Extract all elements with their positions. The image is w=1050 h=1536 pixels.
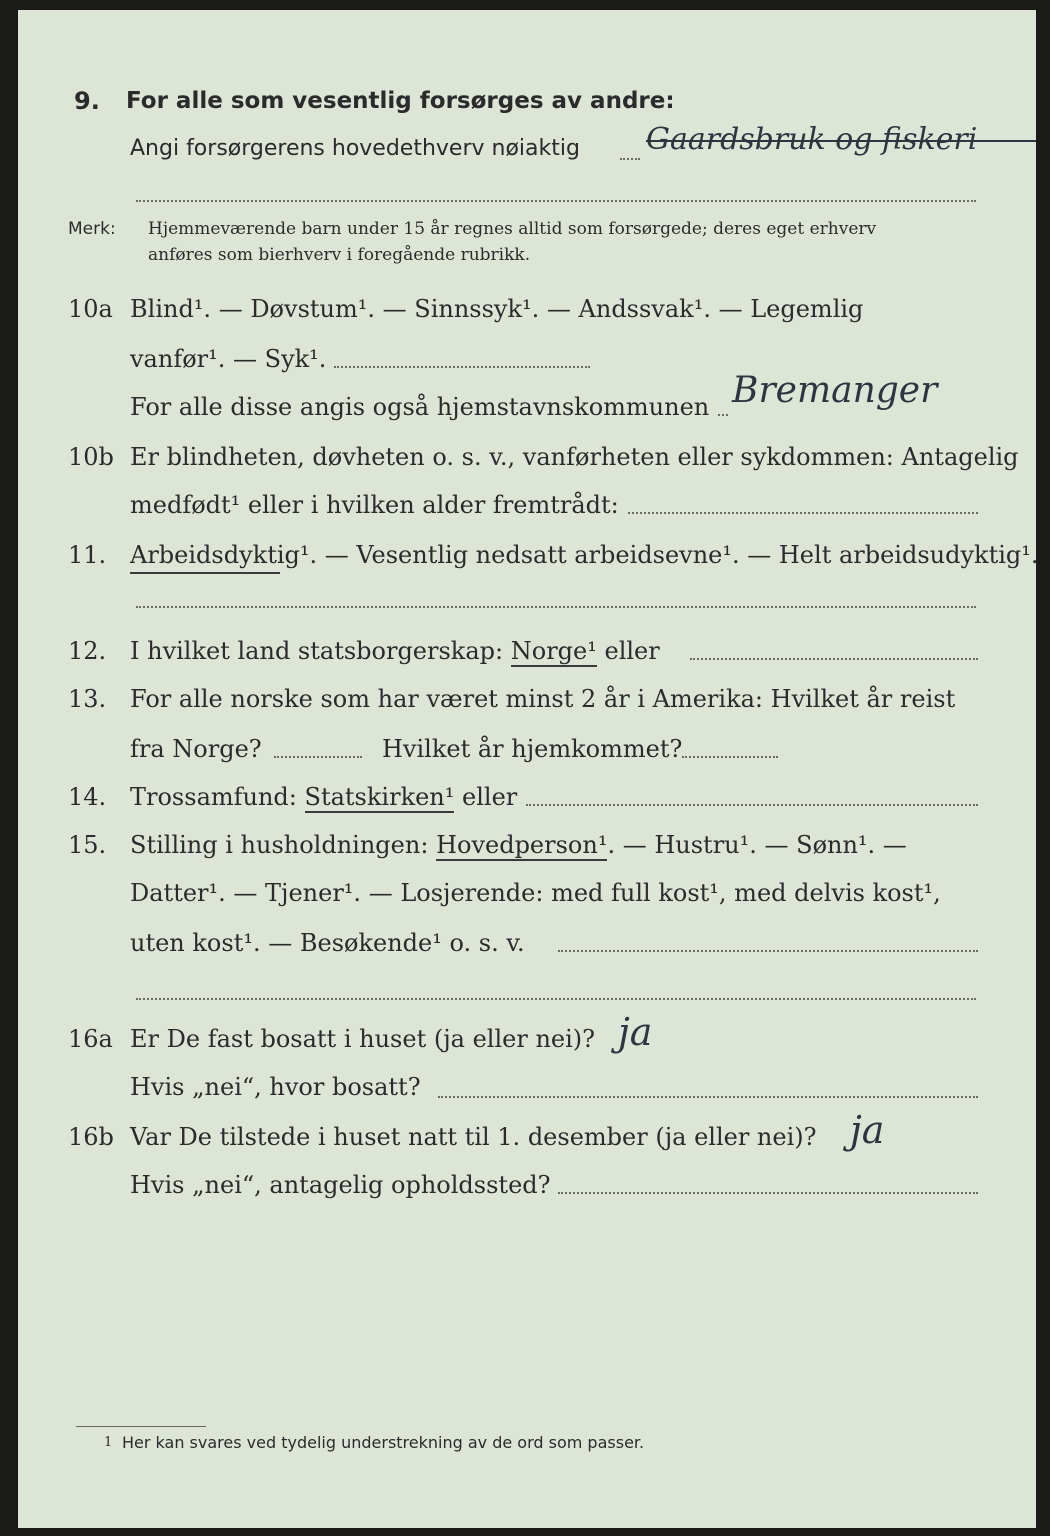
q16a-line-2: Hvis „nei“, hvor bosatt? [130, 1073, 421, 1101]
q9-number: 9. [74, 87, 100, 115]
merk-line-1: Hjemmeværende barn under 15 år regnes alltid som forsørgede; deres eget erhverv [148, 219, 877, 239]
q15-extra-dots [136, 998, 976, 1000]
q9-heading: For alle som vesentlig forsørges av andre: [126, 88, 675, 114]
q14-number: 14. [68, 783, 107, 811]
q13-line-1: For alle norske som har været minst 2 år i Amerika: Hvilket år reist [130, 685, 956, 713]
q12-question: I hvilket land statsborgerskap: [130, 637, 504, 665]
q15-question: Stilling i husholdningen: [130, 831, 429, 859]
q13-dots-1 [274, 756, 362, 758]
q12-choice-norge: Norge¹ [510, 637, 597, 665]
footnote-rule [76, 1426, 206, 1427]
q15-line-2: Datter¹. — Tjener¹. — Losjerende: med full kost¹, med delvis kost¹, [130, 879, 941, 907]
q15-choice-hovedperson: Hovedperson¹ [436, 831, 608, 859]
q9-handwritten-answer: Gaardsbruk og fiskeri [646, 122, 978, 157]
q16b-number: 16b [68, 1123, 114, 1151]
q14-question: Trossamfund: [130, 783, 297, 811]
q13-line-2a: fra Norge? [130, 735, 262, 763]
q14-eller: eller [462, 783, 518, 811]
footnote-text: Her kan svares ved tydelig understrekning av de ord som passer. [122, 1433, 645, 1452]
q12-dots [690, 658, 978, 660]
q16a-handwritten-answer: ja [618, 1010, 653, 1054]
q16b-handwritten-answer: ja [850, 1108, 885, 1152]
q13-line-2b: Hvilket år hjemkommet? [382, 735, 683, 763]
merk-line-2: anføres som bierhverv i foregående rubrikk. [148, 245, 531, 265]
q16b-line-1: Var De tilstede i huset natt til 1. desember (ja eller nei)? [130, 1123, 817, 1151]
merk-label: Merk: [68, 219, 116, 239]
q12-eller: eller [604, 637, 660, 665]
q11-underline [130, 572, 280, 574]
q9-answer-dots [620, 158, 640, 160]
q12-number: 12. [68, 637, 107, 665]
q13-dots-2 [682, 756, 778, 758]
q16b-line-2: Hvis „nei“, antagelig opholdssted? [130, 1171, 551, 1199]
q11-line-1: Arbeidsdyktig¹. — Vesentlig nedsatt arbeidsevne¹. — Helt arbeidsudyktig¹. [130, 541, 1039, 569]
q10a-number: 10a [68, 295, 113, 323]
q16b-dots [558, 1192, 978, 1194]
q10b-line-1: Er blindheten, døvheten o. s. v., vanførheten eller sykdommen: Antagelig [130, 443, 1019, 471]
q12-line [130, 636, 660, 666]
q9-strike-line [646, 140, 1036, 142]
footnote-mark: 1 [104, 1435, 113, 1450]
q13-number: 13. [68, 685, 107, 713]
q10a-line-3: For alle disse angis også hjemstavnskommunen [130, 393, 710, 421]
q10a-line-2: vanfør¹. — Syk¹. [130, 345, 327, 373]
q14-choice-statskirken: Statskirken¹ [304, 783, 455, 811]
q16a-dots [438, 1096, 978, 1098]
q9-extra-dots [136, 200, 976, 202]
q14-line [130, 782, 517, 812]
q15-line-3: uten kost¹. — Besøkende¹ o. s. v. [130, 929, 525, 957]
q10a-handwritten-answer: Bremanger [732, 370, 938, 411]
q14-dots [526, 804, 978, 806]
q15-options-1: . — Hustru¹. — Sønn¹. — [607, 831, 907, 859]
q10a-line-1: Blind¹. — Døvstum¹. — Sinnssyk¹. — Andssvak¹. — Legemlig [130, 295, 864, 323]
q15-dots [558, 950, 978, 952]
q15-line-1 [130, 830, 907, 860]
q10a-dots-2 [718, 414, 728, 416]
q15-number: 15. [68, 831, 107, 859]
q9-instruction: Angi forsørgerens hovedethverv nøiaktig [130, 136, 580, 161]
q10b-line-2: medfødt¹ eller i hvilken alder fremtrådt: [130, 491, 619, 519]
q11-number: 11. [68, 541, 107, 569]
q10a-dots-1 [334, 366, 590, 368]
q16a-line-1: Er De fast bosatt i huset (ja eller nei)? [130, 1025, 596, 1053]
q10b-number: 10b [68, 443, 114, 471]
q16a-number: 16a [68, 1025, 113, 1053]
census-form-page [18, 10, 1039, 1528]
q11-extra-dots [136, 606, 976, 608]
q10b-dots [628, 512, 978, 514]
